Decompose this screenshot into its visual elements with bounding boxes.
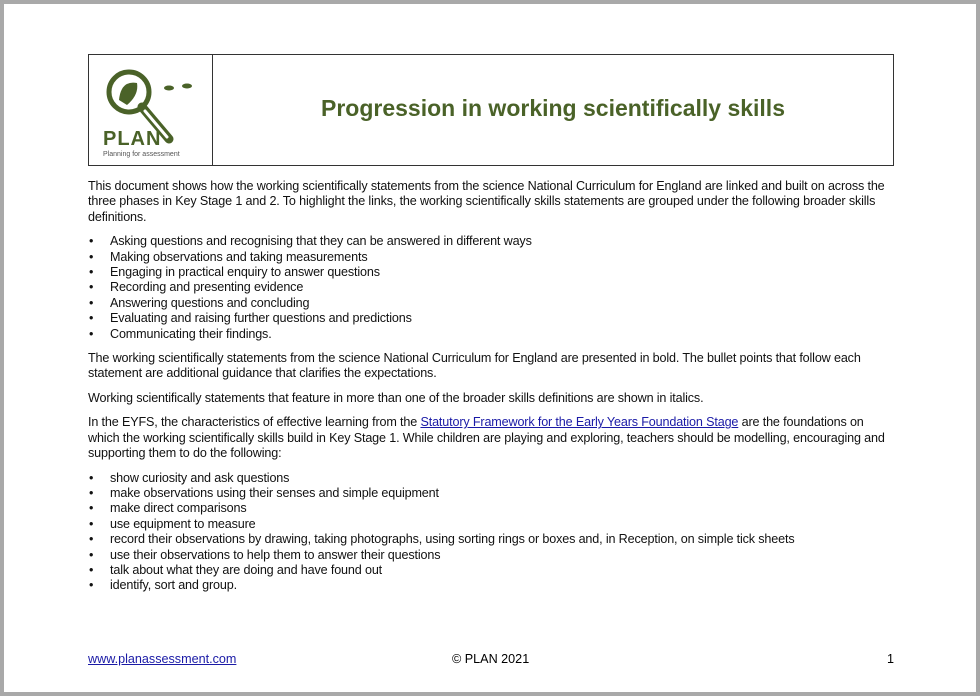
list-item: • Communicating their findings. [88, 327, 898, 342]
logo-tagline: Planning for assessment [103, 151, 180, 158]
list-item: • record their observations by drawing, taking photographs, using sorting rings or boxes and, in Reception, on simple tick sheets [88, 532, 898, 547]
document-body [88, 179, 898, 603]
website-link[interactable]: www.planassessment.com [88, 652, 237, 666]
list-item: • Recording and presenting evidence [88, 280, 898, 295]
list-item: • Making observations and taking measurements [88, 250, 898, 265]
intro-paragraph: This document shows how the working scientifically statements from the science National Curriculum for England are linked and built on across the three phases in Key Stage 1 and 2. To highlight the links, the working scientifically skills statements are grouped under the following broader skills definitions. [88, 179, 885, 224]
eyfs-paragraph [88, 415, 898, 461]
text: In the EYFS, the characteristics of effective learning from the [88, 415, 421, 430]
list-item: • talk about what they are doing and have found out [88, 563, 898, 578]
list-item: • use equipment to measure [88, 517, 898, 532]
skills-list [88, 234, 898, 342]
footer [88, 652, 894, 666]
statutory-framework-link[interactable]: Statutory Framework for the Early Years Foundation Stage [420, 415, 739, 430]
list-item: • use their observations to help them to answer their questions [88, 548, 898, 563]
italics-note-paragraph: Working scientifically statements that feature in more than one of the broader skills definitions are shown in italics. [88, 390, 704, 405]
header-box [88, 54, 894, 166]
plan-logo [89, 55, 213, 165]
list-item: • make observations using their senses and simple equipment [88, 486, 898, 501]
list-item: • identify, sort and group. [88, 578, 898, 593]
page-number: 1 [886, 652, 894, 666]
list-item: • Asking questions and recognising that they can be answered in different ways [88, 234, 898, 249]
list-item: • show curiosity and ask questions [88, 471, 898, 486]
bold-note-paragraph: The working scientifically statements from the science National Curriculum for England are presented in bold. The bullet points that follow each statement are additional guidance that clarifies the expectations. [88, 351, 861, 381]
list-item: • make direct comparisons [88, 501, 898, 516]
list-item: • Engaging in practical enquiry to answer questions [88, 265, 898, 280]
eyfs-list [88, 471, 898, 594]
list-item: • Answering questions and concluding [88, 296, 898, 311]
document-page [4, 4, 976, 692]
copyright: © PLAN 2021 [452, 652, 530, 666]
text: are the foundations on which the working scientifically skills build in Key Stage 1. While children are playing and exploring, teachers should be modelling, encouraging and supporting them to do the following: [88, 415, 885, 461]
page-title: Progression in working scientifically skills [321, 94, 785, 121]
list-item: • Evaluating and raising further questions and predictions [88, 311, 898, 326]
logo-text: PLAN [103, 128, 162, 150]
